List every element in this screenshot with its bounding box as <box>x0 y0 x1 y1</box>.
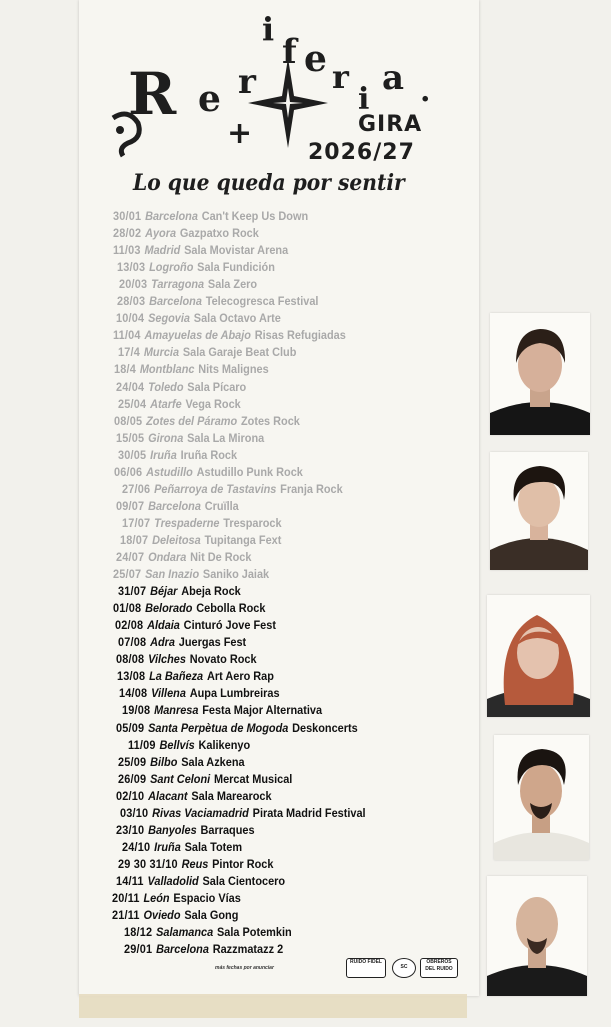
venue-text: Telecogresca Festival <box>205 296 319 309</box>
tour-date-row <box>120 535 281 547</box>
tour-date-row <box>118 757 245 769</box>
city-text: Barcelona <box>145 211 198 223</box>
city-text: Santa Perpètua de Mogoda <box>148 722 289 735</box>
city-text: Logroño <box>149 262 194 275</box>
date-text: 24/07 <box>116 552 145 564</box>
band-letter: e <box>304 38 327 80</box>
date-text: 18/12 <box>124 927 153 940</box>
tape-strip <box>79 994 467 1018</box>
date-text: 30/01 <box>113 211 142 223</box>
tour-date-row <box>112 910 238 922</box>
venue-text: Can't Keep Us Down <box>201 211 309 223</box>
city-text: Deleitosa <box>152 534 201 547</box>
venue-text: Deskoncerts <box>292 722 358 735</box>
date-text: 03/10 <box>120 807 149 820</box>
date-text: 06/06 <box>114 466 143 479</box>
city-text: Astudillo <box>146 466 193 479</box>
date-text: 08/08 <box>116 654 145 667</box>
city-text: Oviedo <box>143 910 181 923</box>
date-text: 11/03 <box>113 245 141 258</box>
tour-date-row <box>116 552 251 564</box>
venue-text: Sala Marearock <box>191 790 272 803</box>
date-text: 29 30 31/10 <box>118 858 178 871</box>
city-text: Rivas Vaciamadrid <box>152 807 249 820</box>
tour-date-row <box>113 603 265 615</box>
venue-text: Sala Garaje Beat Club <box>182 347 297 360</box>
logo-obreros: OBREROS DEL RUIDO <box>420 958 458 978</box>
band-letter: f <box>282 32 297 72</box>
date-text: 23/10 <box>116 824 145 837</box>
venue-text: Sala Zero <box>207 279 258 292</box>
band-letter: i <box>358 82 370 117</box>
city-text: Adra <box>150 637 175 650</box>
city-text: Girona <box>148 432 184 445</box>
member-photo-1 <box>490 313 590 435</box>
tour-date-row <box>122 484 343 496</box>
venue-text: Kalikenyo <box>198 739 251 752</box>
venue-text: Sala La Mirona <box>187 432 265 445</box>
city-text: León <box>143 893 170 905</box>
venue-text: Barraques <box>200 824 255 837</box>
date-text: 19/08 <box>122 705 151 718</box>
date-text: 11/04 <box>113 330 141 343</box>
city-text: Barcelona <box>149 296 202 309</box>
city-text: San Inazio <box>145 569 200 582</box>
city-text: Amayuelas de Abajo <box>144 330 251 343</box>
tour-date-row <box>117 671 274 683</box>
date-text: 25/04 <box>118 398 147 411</box>
venue-text: Festa Major Alternativa <box>202 705 323 718</box>
venue-text: Franja Rock <box>280 483 343 496</box>
footer-note: más fechas por anunciar <box>215 965 274 971</box>
band-letter: r <box>238 62 256 102</box>
date-text: 18/4 <box>114 364 137 377</box>
city-text: Barcelona <box>156 944 209 957</box>
venue-text: Saniko Jaiak <box>202 569 270 582</box>
venue-text: Sala Pícaro <box>187 381 247 394</box>
venue-text: Sala Octavo Arte <box>193 313 281 326</box>
tour-date-row <box>118 450 237 462</box>
tour-date-row <box>113 569 269 581</box>
date-text: 13/03 <box>117 262 146 275</box>
tour-date-row <box>118 859 273 871</box>
city-text: Trespaderne <box>154 517 220 530</box>
date-text: 07/08 <box>118 637 147 650</box>
city-text: Iruña <box>154 841 181 854</box>
date-text: 29/01 <box>124 944 153 957</box>
city-text: Béjar <box>150 586 178 599</box>
logo-sc: SC <box>392 958 416 978</box>
tour-date-row <box>119 279 257 291</box>
venue-text: Abeja Rock <box>181 586 241 599</box>
city-text: Ayora <box>145 228 177 241</box>
date-text: 09/07 <box>116 500 145 513</box>
tour-date-row <box>124 927 292 939</box>
logo-ruido: RUIDO FIDEL <box>346 958 386 978</box>
date-text: 24/04 <box>116 381 145 394</box>
venue-text: Tupitanga Fext <box>204 534 282 547</box>
date-text: 27/06 <box>122 483 151 496</box>
city-text: Reus <box>181 858 209 871</box>
date-text: 28/02 <box>113 228 142 241</box>
tour-subtitle: Lo que queda por sentir <box>133 170 405 196</box>
tour-date-row <box>116 313 281 325</box>
city-text: Bilbo <box>150 756 178 769</box>
venue-text: Tresparock <box>223 517 282 530</box>
tour-date-row <box>116 382 246 394</box>
tour-date-row <box>122 705 322 717</box>
venue-text: Razzmatazz 2 <box>212 944 284 957</box>
venue-text: Cinturó Jove Fest <box>183 620 276 633</box>
city-text: Atarfe <box>150 398 182 411</box>
city-text: Villena <box>151 688 186 701</box>
city-text: Bellvís <box>159 739 195 752</box>
tour-date-row <box>114 416 300 428</box>
venue-text: Novato Rock <box>189 654 257 667</box>
city-text: Madrid <box>144 245 181 258</box>
city-text: Ondara <box>148 552 187 564</box>
tour-date-row <box>113 245 288 257</box>
star-icon <box>248 58 328 148</box>
tour-date-row <box>117 262 275 274</box>
member-photo-4 <box>494 735 589 860</box>
tour-date-row <box>116 825 255 837</box>
venue-text: Art Aero Rap <box>206 671 274 684</box>
date-text: 02/08 <box>115 620 144 633</box>
tour-year: 2026/27 <box>308 140 415 165</box>
venue-text: Nit De Rock <box>190 552 252 564</box>
tour-date-row <box>118 774 292 786</box>
date-text: 30/05 <box>118 449 147 462</box>
date-text: 15/05 <box>116 432 145 445</box>
tour-date-row <box>122 842 242 854</box>
tour-date-row <box>117 296 318 308</box>
tour-date-row <box>116 501 239 513</box>
venue-text: Pintor Rock <box>212 858 274 871</box>
city-text: Montblanc <box>139 364 195 377</box>
date-text: 13/08 <box>117 671 146 684</box>
tour-date-row <box>113 330 346 342</box>
ornament-icon <box>108 108 148 158</box>
date-text: 20/11 <box>112 893 140 905</box>
tour-date-row <box>116 433 264 445</box>
city-text: Belorado <box>145 603 193 616</box>
date-text: 25/09 <box>118 756 147 769</box>
tour-date-row <box>128 740 250 752</box>
tour-date-row <box>124 944 283 956</box>
band-letter: . <box>420 74 431 109</box>
tour-date-row <box>116 723 358 735</box>
tour-date-row <box>120 808 366 820</box>
venue-text: Astudillo Punk Rock <box>196 466 303 479</box>
venue-text: Zotes Rock <box>240 415 300 428</box>
city-text: Barcelona <box>148 500 201 513</box>
band-letter: e <box>198 78 221 120</box>
tour-date-row <box>114 364 269 376</box>
band-letter: a <box>382 58 405 98</box>
venue-text: Pirata Madrid Festival <box>252 807 366 820</box>
city-text: La Bañeza <box>149 671 204 684</box>
venue-text: Risas Refugiadas <box>254 330 346 343</box>
city-text: Salamanca <box>156 927 214 940</box>
venue-text: Sala Cientocero <box>202 875 286 888</box>
city-text: Iruña <box>150 449 177 462</box>
gira-label: GIRA <box>358 112 423 137</box>
tour-date-row <box>118 347 296 359</box>
date-text: 02/10 <box>116 790 145 803</box>
date-text: 11/09 <box>128 739 156 752</box>
member-photo-3 <box>487 595 590 717</box>
tour-date-row <box>118 399 241 411</box>
tour-date-row <box>116 654 257 666</box>
venue-text: Sala Totem <box>184 841 243 854</box>
date-text: 28/03 <box>117 296 146 309</box>
city-text: Zotes del Páramo <box>146 415 238 428</box>
city-text: Valladolid <box>147 875 199 888</box>
city-text: Murcia <box>143 347 180 360</box>
tour-date-row <box>114 467 303 479</box>
date-text: 14/08 <box>119 688 148 701</box>
venue-text: Mercat Musical <box>213 773 293 786</box>
venue-text: Gazpatxo Rock <box>179 228 259 241</box>
venue-text: Vega Rock <box>185 398 241 411</box>
venue-text: Cruïlla <box>204 500 239 513</box>
venue-text: Aupa Lumbreiras <box>189 688 280 701</box>
band-letter: i <box>262 10 275 48</box>
venue-text: Cebolla Rock <box>196 603 266 616</box>
date-text: 31/07 <box>118 586 147 599</box>
tour-date-row <box>118 586 241 598</box>
tour-date-row <box>116 876 285 888</box>
date-text: 17/07 <box>122 517 151 530</box>
city-text: Toledo <box>148 381 184 394</box>
tour-date-row <box>113 211 308 223</box>
date-text: 20/03 <box>119 279 148 292</box>
tour-date-row <box>115 620 276 632</box>
city-text: Peñarroya de Tastavins <box>154 483 277 496</box>
city-text: Manresa <box>154 705 199 718</box>
venue-text: Sala Movistar Arena <box>184 245 289 258</box>
band-letter: R <box>128 60 177 128</box>
date-text: 17/4 <box>118 347 141 360</box>
tour-date-row <box>116 791 272 803</box>
city-text: Banyoles <box>148 824 197 837</box>
date-text: 10/04 <box>116 313 145 326</box>
tour-date-row <box>119 688 280 700</box>
plus-icon: + <box>227 116 253 151</box>
city-text: Segovia <box>148 313 190 326</box>
venue-text: Espacio Vías <box>173 893 241 905</box>
city-text: Sant Celoni <box>150 773 211 786</box>
date-text: 24/10 <box>122 841 151 854</box>
venue-text: Nits Malignes <box>198 364 269 377</box>
venue-text: Sala Gong <box>184 910 239 923</box>
date-text: 14/11 <box>116 875 144 888</box>
venue-text: Sala Fundición <box>197 262 275 275</box>
venue-text: Juergas Fest <box>178 637 247 650</box>
date-text: 26/09 <box>118 773 147 786</box>
date-text: 01/08 <box>113 603 142 616</box>
city-text: Vilches <box>148 654 186 667</box>
date-text: 05/09 <box>116 722 145 735</box>
venue-text: Sala Azkena <box>181 756 245 769</box>
tour-date-row <box>118 637 246 649</box>
date-text: 08/05 <box>114 415 143 428</box>
tour-date-row <box>113 228 259 240</box>
tour-date-row <box>112 893 241 905</box>
date-text: 21/11 <box>112 910 140 923</box>
band-letter: r <box>332 58 349 96</box>
city-text: Aldaia <box>147 620 180 633</box>
date-text: 18/07 <box>120 534 149 547</box>
member-photo-5 <box>487 876 587 996</box>
city-text: Tarragona <box>151 279 205 292</box>
member-photo-2 <box>490 452 588 570</box>
date-text: 25/07 <box>113 569 142 582</box>
tour-date-row <box>122 518 282 530</box>
city-text: Alacant <box>148 790 188 803</box>
venue-text: Iruña Rock <box>180 449 238 462</box>
venue-text: Sala Potemkin <box>216 927 292 940</box>
